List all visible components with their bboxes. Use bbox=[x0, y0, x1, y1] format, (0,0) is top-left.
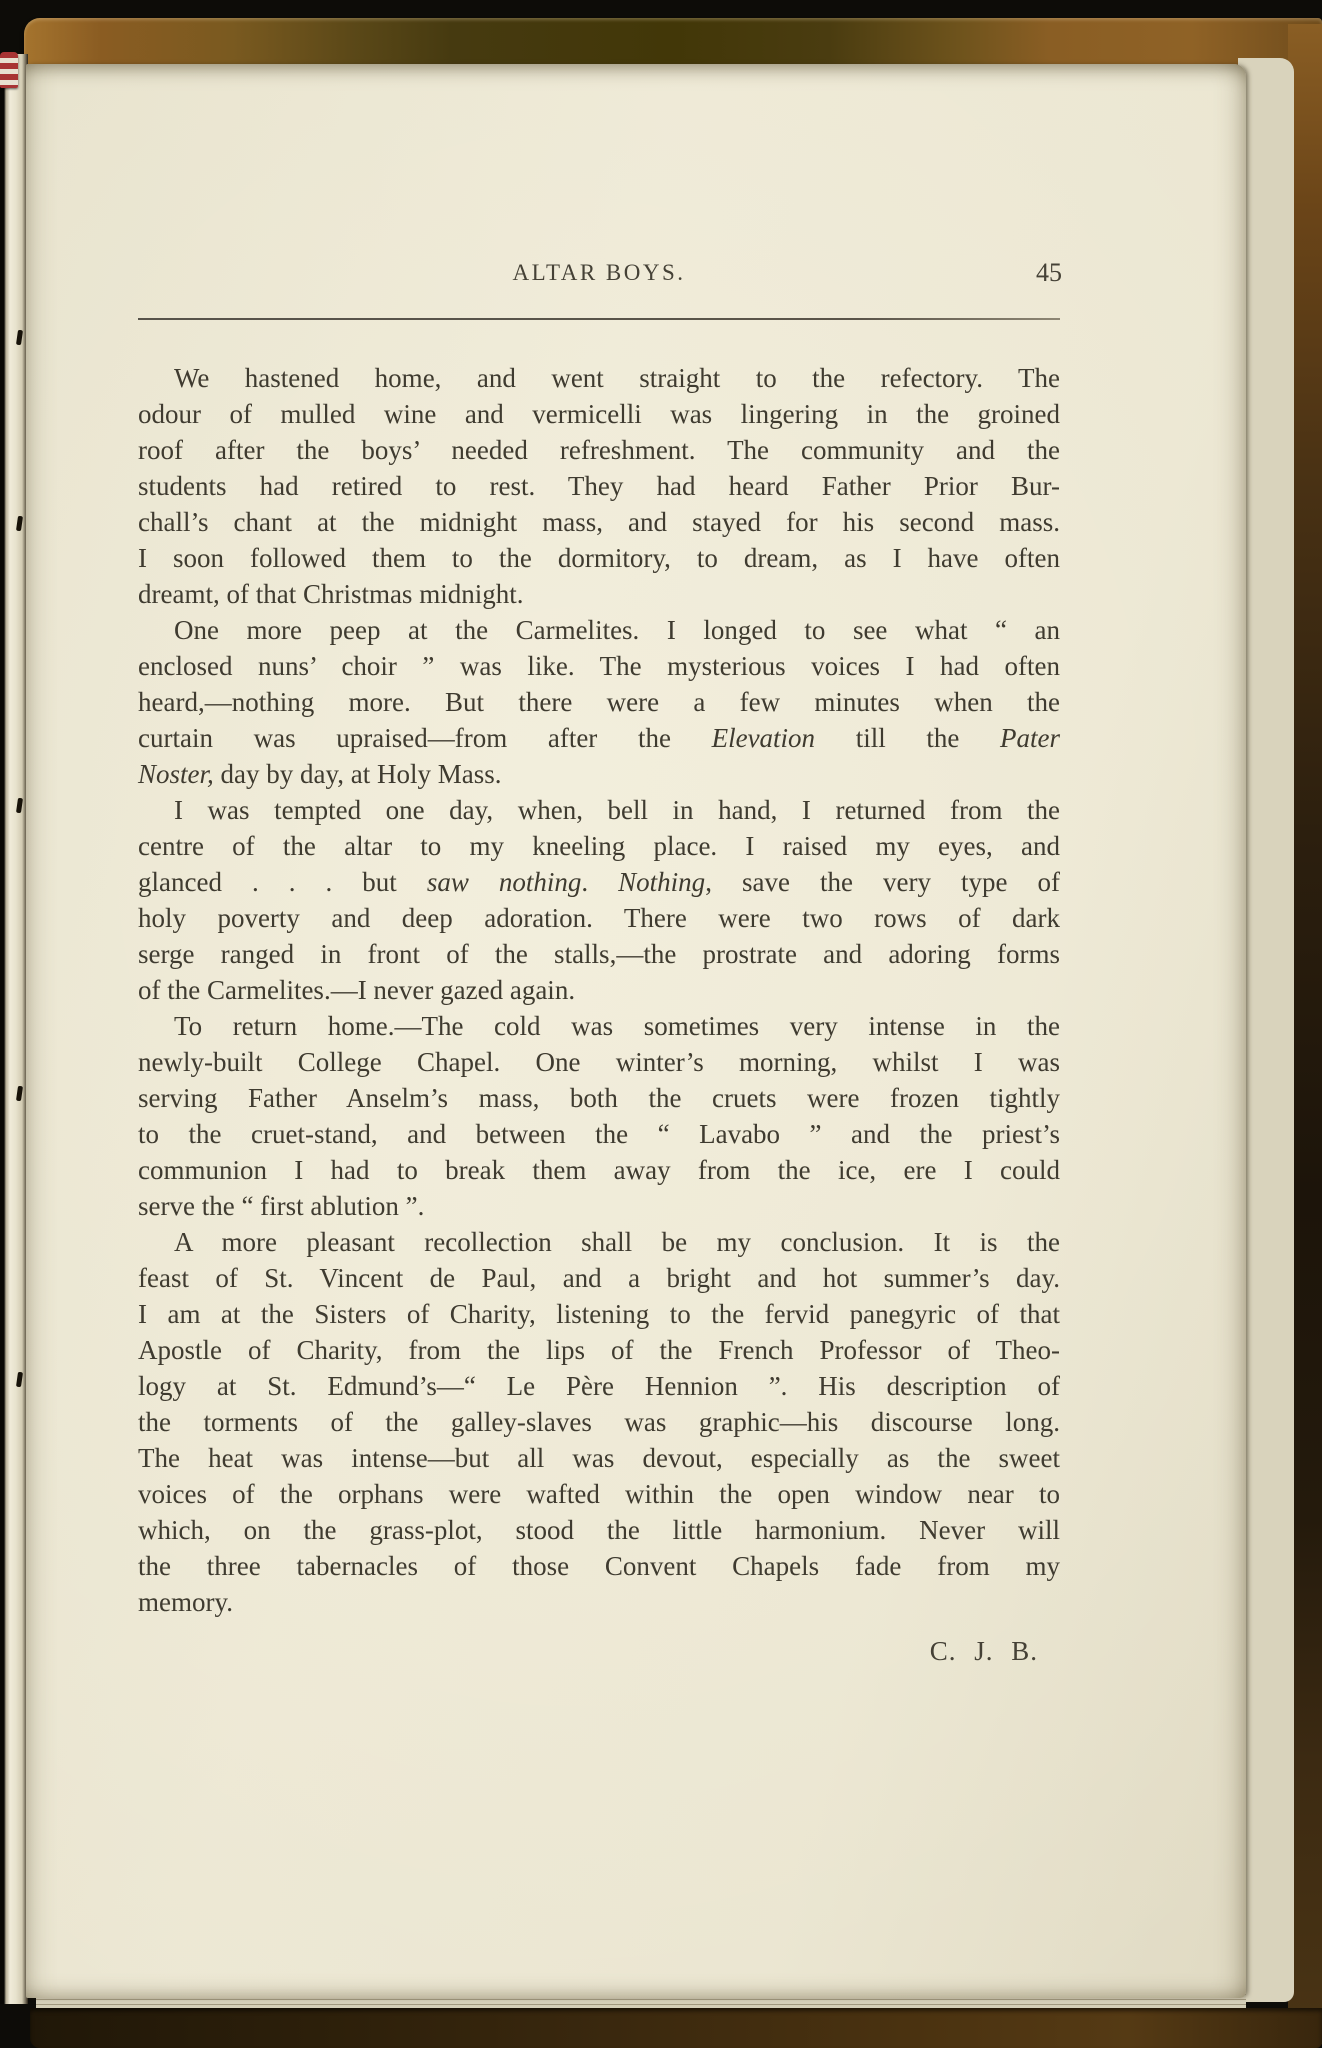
text-line bbox=[138, 792, 1060, 828]
text-run: heard,—nothing more. But there were a few minutes when the bbox=[138, 687, 1060, 717]
text-line bbox=[138, 576, 1060, 612]
italic-text-run: saw nothing bbox=[426, 867, 582, 897]
book-cover-top-edge bbox=[24, 18, 1322, 68]
text-run: the torments of the galley-slaves was graphic—his discourse long. bbox=[138, 1407, 1060, 1437]
text-run: , save the very type of bbox=[705, 867, 1060, 897]
text-line bbox=[138, 1476, 1060, 1512]
text-line bbox=[138, 1404, 1060, 1440]
book-page bbox=[26, 64, 1246, 1998]
text-run: feast of St. Vincent de Paul, and a bright and hot summer’s day. bbox=[138, 1263, 1060, 1293]
text-line bbox=[138, 1080, 1060, 1116]
text-line bbox=[138, 936, 1060, 972]
text-run: To return home.—The cold was sometimes very intense in the bbox=[174, 1011, 1060, 1041]
text-run: which, on the grass-plot, stood the little harmonium. Never will bbox=[138, 1515, 1060, 1545]
italic-text-run: Elevation bbox=[711, 723, 816, 753]
text-run: of the Carmelites.—I never gazed again. bbox=[138, 975, 576, 1005]
text-line bbox=[138, 756, 1060, 792]
book-cover-bottom-edge bbox=[30, 2008, 1322, 2048]
text-line bbox=[138, 504, 1060, 540]
text-run: I am at the Sisters of Charity, listening to the fervid panegyric of that bbox=[138, 1299, 1060, 1329]
text-line bbox=[138, 468, 1060, 504]
body-text bbox=[138, 360, 1060, 1620]
text-line bbox=[138, 1008, 1060, 1044]
text-line bbox=[138, 900, 1060, 936]
text-run: enclosed nuns’ choir ” was like. The mysterious voices I had often bbox=[138, 651, 1060, 681]
text-run: Apostle of Charity, from the lips of the French Professor of Theo- bbox=[138, 1335, 1060, 1365]
text-run: A more pleasant recollection shall be my conclusion. It is the bbox=[174, 1227, 1060, 1257]
page-content bbox=[26, 64, 1246, 1667]
text-line bbox=[138, 720, 1060, 756]
text-run: One more peep at the Carmelites. I longed to see what “ an bbox=[174, 615, 1060, 645]
text-run: . bbox=[581, 867, 619, 897]
text-run: communion I had to break them away from the ice, ere I could bbox=[138, 1155, 1060, 1185]
text-run: I soon followed them to the dormitory, to dream, as I have often bbox=[138, 543, 1060, 573]
text-line bbox=[138, 1584, 1060, 1620]
text-run: The heat was intense—but all was devout, especially as the sweet bbox=[138, 1443, 1060, 1473]
text-line bbox=[138, 1368, 1060, 1404]
text-line bbox=[138, 396, 1060, 432]
text-line bbox=[138, 864, 1060, 900]
header-rule bbox=[138, 318, 1060, 320]
paragraph bbox=[138, 792, 1060, 1008]
page-stack-fore-edge bbox=[1238, 58, 1294, 2002]
author-initials: C. J. B. bbox=[929, 1636, 1038, 1666]
paragraph bbox=[138, 1224, 1060, 1620]
text-run: curtain was upraised—from after the bbox=[138, 723, 712, 753]
text-run: till the bbox=[815, 723, 1000, 753]
spine-headband bbox=[0, 52, 18, 88]
italic-text-run: Nothing bbox=[618, 867, 706, 897]
text-run: newly-built College Chapel. One winter’s morning, whilst I was bbox=[138, 1047, 1060, 1077]
text-run: centre of the altar to my kneeling place. I raised my eyes, and bbox=[138, 831, 1060, 861]
italic-text-run: Pater bbox=[1000, 723, 1060, 753]
text-line bbox=[138, 1548, 1060, 1584]
text-line bbox=[138, 1512, 1060, 1548]
text-run: odour of mulled wine and vermicelli was lingering in the groined bbox=[138, 399, 1060, 429]
text-run: dreamt, of that Christmas midnight. bbox=[138, 579, 524, 609]
text-line bbox=[138, 1332, 1060, 1368]
text-run: serve the “ first ablution ”. bbox=[138, 1191, 425, 1221]
text-run: We hastened home, and went straight to the refectory. The bbox=[174, 363, 1060, 393]
italic-text-run: Noster, bbox=[138, 759, 214, 789]
text-run: glanced . . . but bbox=[138, 867, 427, 897]
running-head bbox=[138, 260, 1060, 290]
text-run: chall’s chant at the midnight mass, and stayed for his second mass. bbox=[138, 507, 1060, 537]
text-line bbox=[138, 648, 1060, 684]
text-line bbox=[138, 828, 1060, 864]
text-line bbox=[138, 972, 1060, 1008]
book-spine-gutter bbox=[0, 54, 28, 2004]
text-run: serving Father Anselm’s mass, both the cruets were frozen tightly bbox=[138, 1083, 1060, 1113]
paragraph bbox=[138, 1008, 1060, 1224]
text-line bbox=[138, 1044, 1060, 1080]
text-run: to the cruet-stand, and between the “ Lavabo ” and the priest’s bbox=[138, 1119, 1060, 1149]
text-line bbox=[138, 432, 1060, 468]
text-line bbox=[138, 1260, 1060, 1296]
text-line bbox=[138, 612, 1060, 648]
text-line bbox=[138, 1224, 1060, 1260]
page-number: 45 bbox=[1036, 258, 1062, 287]
text-line bbox=[138, 1152, 1060, 1188]
text-run: serge ranged in front of the stalls,—the prostrate and adoring forms bbox=[138, 939, 1060, 969]
text-run: holy poverty and deep adoration. There were two rows of dark bbox=[138, 903, 1060, 933]
text-run: the three tabernacles of those Convent Chapels fade from my bbox=[138, 1551, 1060, 1581]
text-line bbox=[138, 1440, 1060, 1476]
text-run: logy at St. Edmund’s—“ Le Père Hennion ”. His description of bbox=[138, 1371, 1060, 1401]
paragraph bbox=[138, 612, 1060, 792]
text-line bbox=[138, 360, 1060, 396]
text-run: day by day, at Holy Mass. bbox=[213, 759, 502, 789]
text-run: students had retired to rest. They had heard Father Prior Bur- bbox=[138, 471, 1060, 501]
text-line bbox=[138, 1116, 1060, 1152]
text-line bbox=[138, 1188, 1060, 1224]
paragraph bbox=[138, 360, 1060, 612]
text-line bbox=[138, 684, 1060, 720]
text-run: I was tempted one day, when, bell in hand, I returned from the bbox=[174, 795, 1060, 825]
text-run: voices of the orphans were wafted within the open window near to bbox=[138, 1479, 1060, 1509]
text-line bbox=[138, 1296, 1060, 1332]
text-run: memory. bbox=[138, 1587, 233, 1617]
running-header-title: ALTAR BOYS. bbox=[512, 260, 686, 285]
text-run: roof after the boys’ needed refreshment. The community and the bbox=[138, 435, 1060, 465]
text-line bbox=[138, 540, 1060, 576]
